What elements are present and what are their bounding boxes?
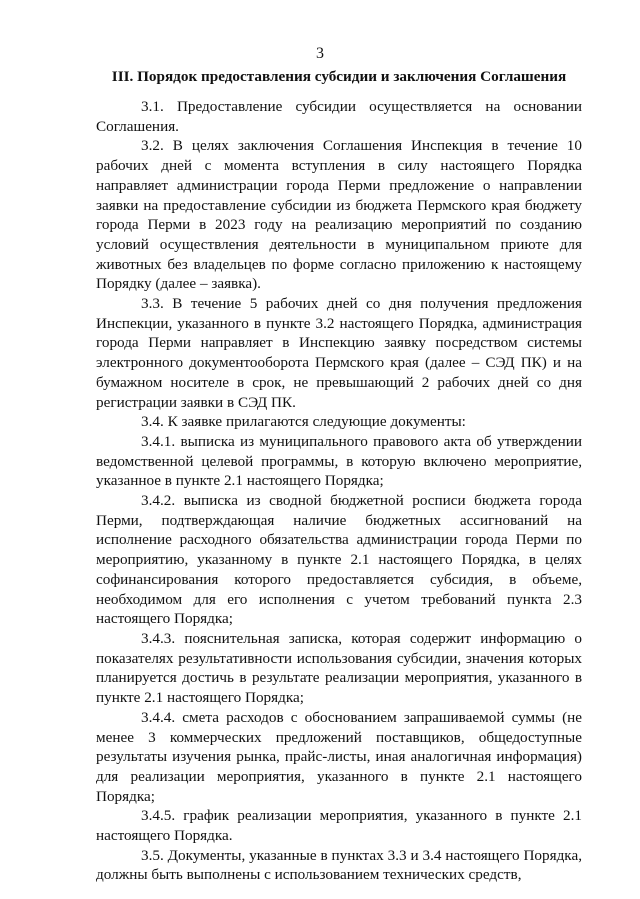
paragraph-3-4-1: 3.4.1. выписка из муниципального правового акта об утверждении ведомственной целевой программы, в которую включено мероприятие, указанное в пункте 2.1 настоящего Порядка; bbox=[96, 432, 582, 490]
document-body bbox=[96, 97, 582, 885]
paragraph-3-4: 3.4. К заявке прилагаются следующие документы: bbox=[141, 413, 466, 431]
paragraph-3-4-3: 3.4.3. пояснительная записка, которая содержит информацию о показателях результативности использования субсидии, значения которых планируется достичь в результате реализации мероприятия, указанного в пункте 2.1 настоящего Порядка; bbox=[96, 629, 582, 707]
section-title: III. Порядок предоставления субсидии и заключения Соглашения bbox=[111, 68, 567, 85]
paragraph-3-5: 3.5. Документы, указанные в пунктах 3.3 и 3.4 настоящего Порядка, должны быть выполнены с использованием технических средств, bbox=[96, 846, 582, 884]
paragraph-3-3: 3.3. В течение 5 рабочих дней со дня получения предложения Инспекции, указанного в пункте 3.2 настоящего Порядка, администрация города Перми направляет в Инспекцию заявку посредством системы электронного документооборота Пермского края (далее – СЭД ПК) и на бумажном носителе в срок, не превышающий 2 рабочих дней со дня регистрации заявки в СЭД ПК. bbox=[96, 295, 582, 411]
paragraph-3-4-4: 3.4.4. смета расходов с обоснованием запрашиваемой суммы (не менее 3 коммерческих предложений поставщиков, общедоступные результаты изучения рынка, прайс-листы, иная аналогичная информация) для реализации мероприятия, указанного в пункте 2.1 настоящего Порядка; bbox=[96, 708, 582, 805]
page-number: 3 bbox=[316, 45, 324, 62]
paragraph-3-1: 3.1. Предоставление субсидии осуществляется на основании Соглашения. bbox=[96, 98, 582, 135]
paragraph-3-4-2: 3.4.2. выписка из сводной бюджетной росписи бюджета города Перми, подтверждающая наличие бюджетных ассигнований на исполнение расходного обязательства администрации города Перми по мероприятию, указанному в пункте 2.1 настоящего Порядка, в целях софинансирования которого предоставляется субсидия, в объеме, необходимом для его исполнения с учетом требований пункта 2.3 настоящего Порядка; bbox=[96, 492, 582, 628]
paragraph-3-2: 3.2. В целях заключения Соглашения Инспекция в течение 10 рабочих дней с момента вступления в силу настоящего Порядка направляет администрации города Перми предложение о направлении заявки на предоставление субсидии из бюджета Пермского края бюджету города Перми в 2023 году на реализацию мероприятий по созданию условий осуществления деятельности в муниципальном приюте для животных без владельцев по форме согласно приложению к настоящему Порядку (далее – заявка). bbox=[96, 137, 582, 293]
paragraph-3-4-5: 3.4.5. график реализации мероприятия, указанного в пункте 2.1 настоящего Порядка. bbox=[96, 807, 582, 845]
